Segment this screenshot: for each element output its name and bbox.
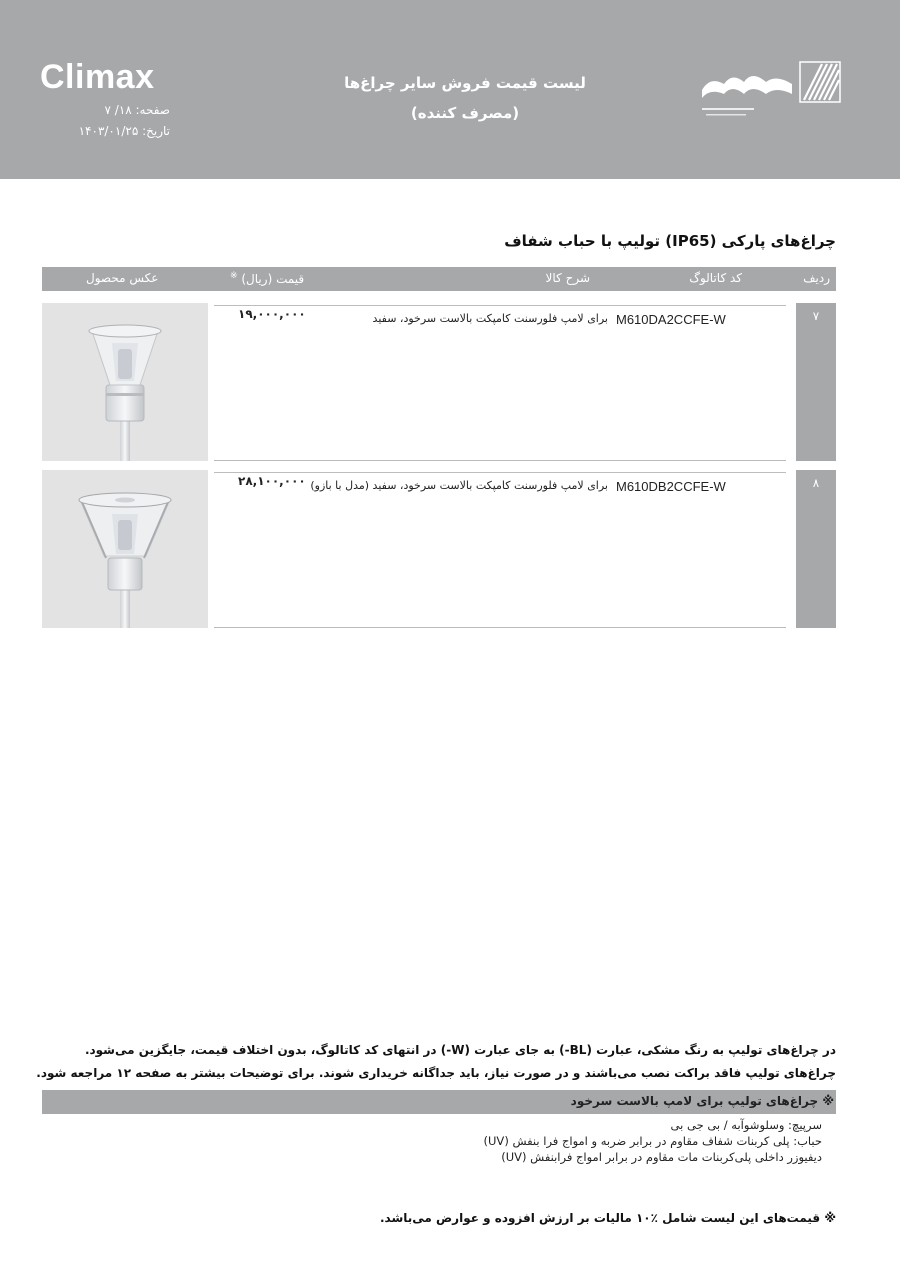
row-number: ۷ (796, 303, 836, 461)
header-catalog-code: کد کاتالوگ (689, 271, 742, 285)
header-photo: عکس محصول (86, 271, 159, 285)
document-date: تاریخ: ۱۴۰۳/۰۱/۲۵ (78, 124, 170, 138)
note-color-variant: در چراغ‌های تولیپ به رنگ مشکی، عبارت (‎-BL‏) به جای عبارت (‎-W‏) در انتهای کد کاتالوگ، بدون اختلاف قیمت، جایگزین می‌شود. (84, 1043, 836, 1057)
product-price: ۱۹,۰۰۰,۰۰۰ (238, 307, 306, 321)
table-row (42, 303, 836, 461)
row-number: ۸ (796, 470, 836, 628)
catalog-code: M610DA2CCFE-W (616, 312, 726, 327)
brand-name: Climax (40, 58, 155, 96)
product-price: ۲۸,۱۰۰,۰۰۰ (238, 474, 306, 488)
document-subtitle: (مصرف کننده) (410, 104, 520, 122)
subsection-title: ※ چراغ‌های تولیپ برای لامپ بالاست سرخود (42, 1090, 836, 1114)
note-bracket: چراغ‌های تولیپ فاقد براکت نصب می‌باشند و در صورت نیاز، باید جداگانه خریداری شوند. برای توضیحات بیشتر به صفحه ۱۲ مراجعه شود. (36, 1066, 836, 1080)
product-description: برای لامپ فلورسنت کامپکت بالاست سرخود، سفید (مدل با بازو) (310, 479, 608, 492)
spec-globe: حباب: پلی کربنات شفاف مقاوم در برابر ضربه و امواج فرا بنفش (UV) (483, 1134, 822, 1148)
page-info (40, 100, 170, 142)
header-row-number: ردیف (803, 271, 830, 285)
spec-socket: سرپیچ: وسلوشوآبه / بی جی بی (670, 1118, 822, 1132)
vat-footnote: ※ قیمت‌های این لیست شامل ٪۱۰ مالیات بر ارزش افزوده و عوارض می‌باشد. (379, 1211, 836, 1225)
spec-diffuser: دیفیوزر داخلی پلی‌کربنات مات مقاوم در برابر امواج فرابنفش (UV) (501, 1150, 822, 1164)
document-title-main: لیست قیمت فروش سایر چراغ‌ها (344, 74, 586, 92)
tulip-lamp-arms-icon (42, 470, 208, 628)
header-price-label: قیمت (ریال) (241, 272, 305, 286)
page-header (0, 0, 900, 179)
table-header (42, 267, 836, 291)
table-row (42, 470, 836, 628)
product-photo (42, 303, 208, 461)
header-description: شرح کالا (545, 271, 590, 285)
section-title: چراغ‌های پارکی (IP65) تولیپ با حباب شفاف (504, 232, 836, 250)
product-photo (42, 470, 208, 628)
page-number: صفحه: ۱۸/ ۷ (104, 103, 170, 117)
catalog-code: M610DB2CCFE-W (616, 479, 726, 494)
header-price (230, 271, 304, 286)
tulip-lamp-icon (42, 303, 208, 461)
mazinoor-logo-icon (696, 60, 841, 126)
product-description: برای لامپ فلورسنت کامپکت بالاست سرخود، سفید (372, 312, 608, 325)
document-title (300, 68, 630, 128)
asterisk-icon: ※ (230, 271, 238, 281)
